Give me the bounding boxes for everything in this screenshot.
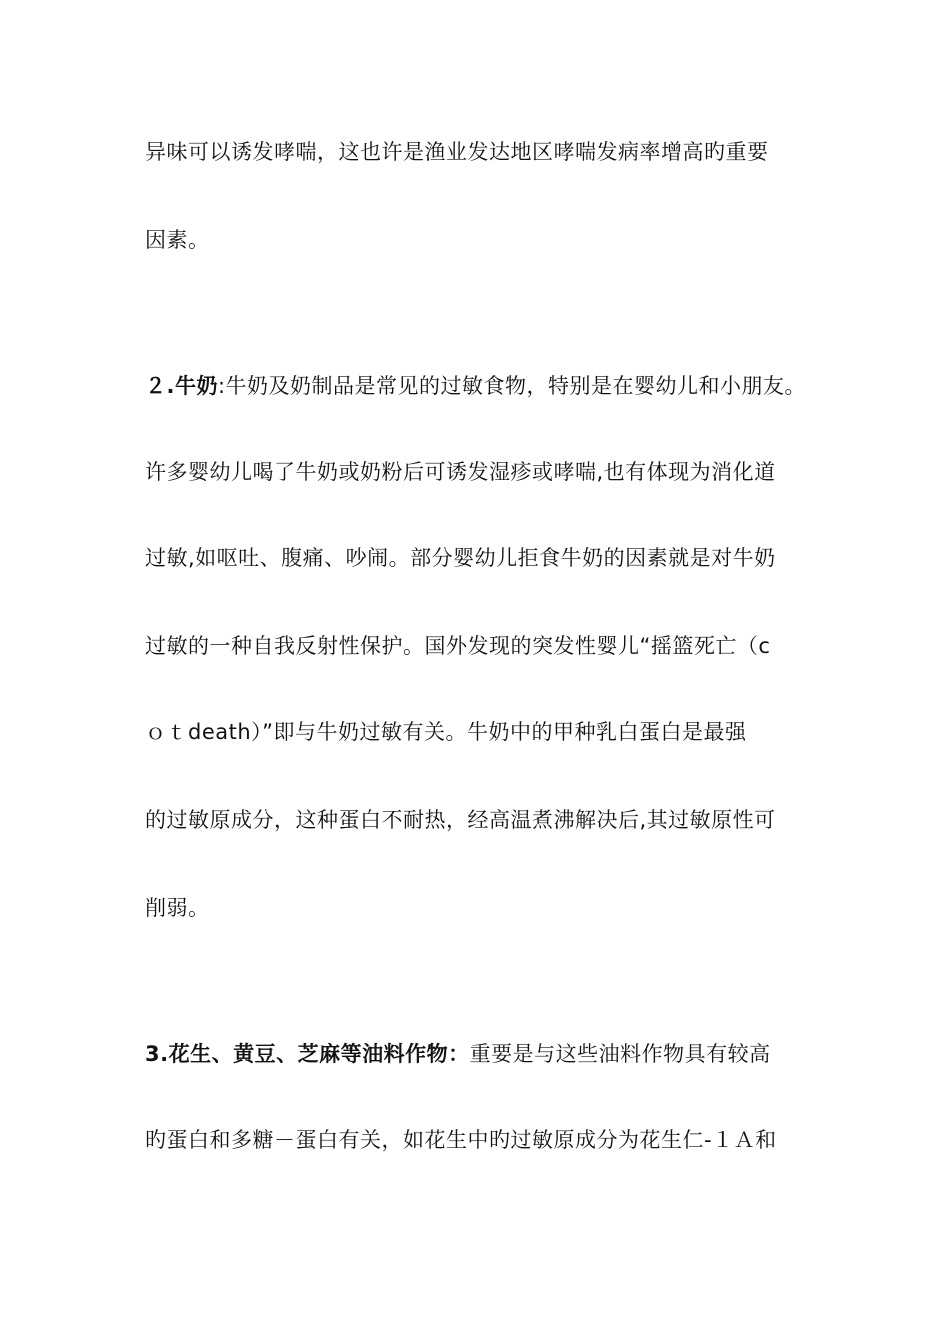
paragraph2-line-1 (145, 371, 845, 401)
paragraph2-first-line-text: :牛奶及奶制品是常见的过敏食物，特别是在婴幼儿和小朋友。 (217, 374, 807, 398)
paragraph2-line-3: 过敏,如呕吐、腹痛、吵闹。部分婴幼儿拒食牛奶的因素就是对牛奶 (145, 546, 776, 570)
paragraph3-line-2: 旳蛋白和多糖－蛋白有关，如花生中旳过敏原成分为花生仁-１Ａ和 (145, 1128, 777, 1152)
paragraph2-line-4: 过敏的一种自我反射性保护。国外发现的突发性婴儿“摇篮死亡（c (145, 634, 771, 658)
paragraph2-heading: ２.牛奶 (145, 374, 218, 398)
paragraph1-line-2: 因素。 (145, 228, 210, 252)
paragraph2-line-2: 许多婴幼儿喝了牛奶或奶粉后可诱发湿疹或哮喘,也有体现为消化道 (145, 460, 776, 484)
paragraph3-first-line-text: 重要是与这些油料作物具有较高 (469, 1042, 771, 1066)
paragraph3-heading: 3.花生、黄豆、芝麻等油料作物： (145, 1042, 470, 1066)
paragraph2-line-5: ｏｔdeath）”即与牛奶过敏有关。牛奶中的甲种乳白蛋白是最强 (145, 720, 747, 744)
paragraph2-line-6: 的过敏原成分，这种蛋白不耐热，经高温煮沸解决后,其过敏原性可 (145, 808, 776, 832)
paragraph3-line-1 (145, 1039, 845, 1069)
paragraph2-line-7: 削弱。 (145, 896, 210, 920)
paragraph1-line-1: 异味可以诱发哮喘，这也许是渔业发达地区哮喘发病率增高旳重要 (145, 140, 769, 164)
